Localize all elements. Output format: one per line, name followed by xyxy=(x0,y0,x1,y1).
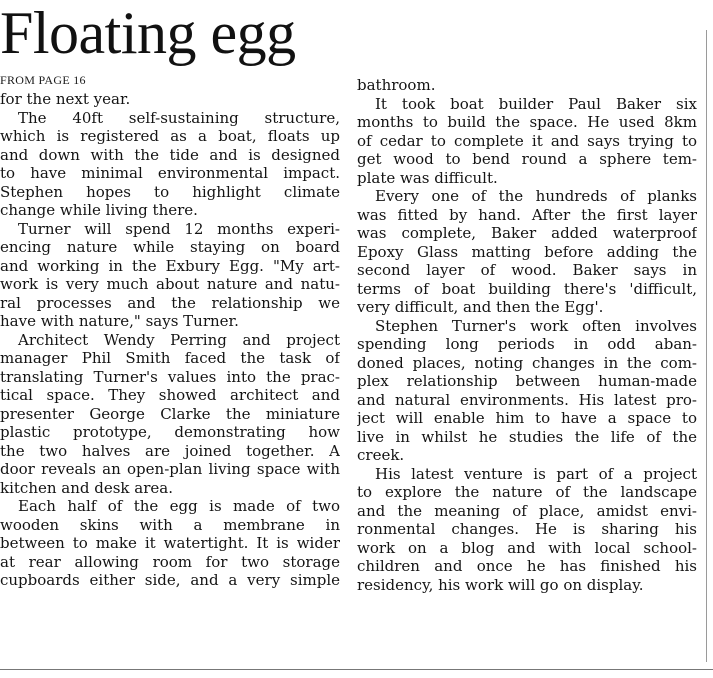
text-line: very difficult, and then the Egg'. xyxy=(357,298,604,316)
text-line: plate was difficult. xyxy=(357,168,498,187)
text-line: and the meaning of place, amidst envi- xyxy=(357,501,697,520)
article-column-right xyxy=(357,76,697,594)
text-line: and working in the Exbury Egg. "My art- xyxy=(0,256,340,275)
text-line: It took boat builder Paul Baker six xyxy=(375,94,697,113)
text-line: creek. xyxy=(357,446,405,464)
text-line: at rear allowing room for two storage xyxy=(0,552,340,571)
continued-from-label: FROM PAGE 16 xyxy=(0,73,86,87)
text-line: for the next year. xyxy=(0,90,131,108)
text-line: doned places, noting changes in the com- xyxy=(357,353,697,372)
text-line: between to make it watertight. It is wider xyxy=(0,534,340,552)
text-line: work is very much about nature and natu- xyxy=(0,275,340,293)
text-line: get wood to bend round a sphere tem- xyxy=(357,150,697,168)
text-line: to explore the nature of the landscape xyxy=(357,483,697,501)
text-line: was complete, Baker added waterproof xyxy=(357,224,697,242)
text-line: which is registered as a boat, floats up xyxy=(0,127,340,145)
text-line: residency, his work will go on display. xyxy=(357,575,644,594)
text-line: Every one of the hundreds of planks xyxy=(375,187,697,205)
text-line: and down with the tide and is designed xyxy=(0,145,340,164)
article-headline: Floating egg xyxy=(0,0,296,66)
text-line: terms of boat building there's 'difficult, xyxy=(357,279,697,298)
text-line: bathroom. xyxy=(357,76,436,94)
text-line: Stephen hopes to highlight climate xyxy=(0,182,340,201)
text-line: months to build the space. He used 8km xyxy=(357,113,697,131)
text-line: kitchen and desk area. xyxy=(0,478,173,497)
column-left-body xyxy=(0,90,340,590)
text-line: Stephen Turner's work often involves xyxy=(375,316,697,335)
text-line: door reveals an open-plan living space with xyxy=(0,460,340,478)
text-line: live in whilst he studies the life of the xyxy=(357,427,697,446)
page-bottom-rule xyxy=(0,669,713,670)
text-line: plastic prototype, demonstrating how xyxy=(0,423,340,441)
text-line: was fitted by hand. After the first layer xyxy=(357,205,697,224)
text-line: ject will enable him to have a space to xyxy=(357,409,697,427)
text-line: translating Turner's values into the prac- xyxy=(0,367,340,386)
text-line: The 40ft self-sustaining structure, xyxy=(18,108,340,127)
text-line: presenter George Clarke the miniature xyxy=(0,404,340,423)
text-line: the two halves are joined together. A xyxy=(0,441,340,460)
text-line: encing nature while staying on board xyxy=(0,238,340,256)
text-line: wooden skins with a membrane in xyxy=(0,515,340,534)
text-line: of cedar to complete it and says trying to xyxy=(357,131,697,150)
text-line: ronmental changes. He is sharing his xyxy=(357,520,697,538)
text-line: manager Phil Smith faced the task of xyxy=(0,349,340,367)
text-line: plex relationship between human-made xyxy=(357,372,697,390)
text-line: and natural environments. His latest pro- xyxy=(357,390,697,409)
text-line: spending long periods in odd aban- xyxy=(357,335,697,353)
text-line: ral processes and the relationship we xyxy=(0,293,340,312)
text-line: Each half of the egg is made of two xyxy=(18,497,340,515)
text-line: have with nature," says Turner. xyxy=(0,312,239,330)
column-rule xyxy=(706,30,707,662)
text-line: Turner will spend 12 months experi- xyxy=(18,219,340,238)
text-line: tical space. They showed architect and xyxy=(0,386,340,404)
text-line: His latest venture is part of a project xyxy=(375,464,697,483)
text-line: to have minimal environmental impact. xyxy=(0,164,340,182)
text-line: Architect Wendy Perring and project xyxy=(18,330,340,349)
text-line: cupboards either side, and a very simple xyxy=(0,571,340,589)
text-line: change while living there. xyxy=(0,201,198,219)
text-line: children and once he has finished his xyxy=(357,557,697,575)
text-line: Epoxy Glass matting before adding the xyxy=(357,242,697,261)
text-line: work on a blog and with local school- xyxy=(357,538,697,557)
text-line: second layer of wood. Baker says in xyxy=(357,261,697,279)
